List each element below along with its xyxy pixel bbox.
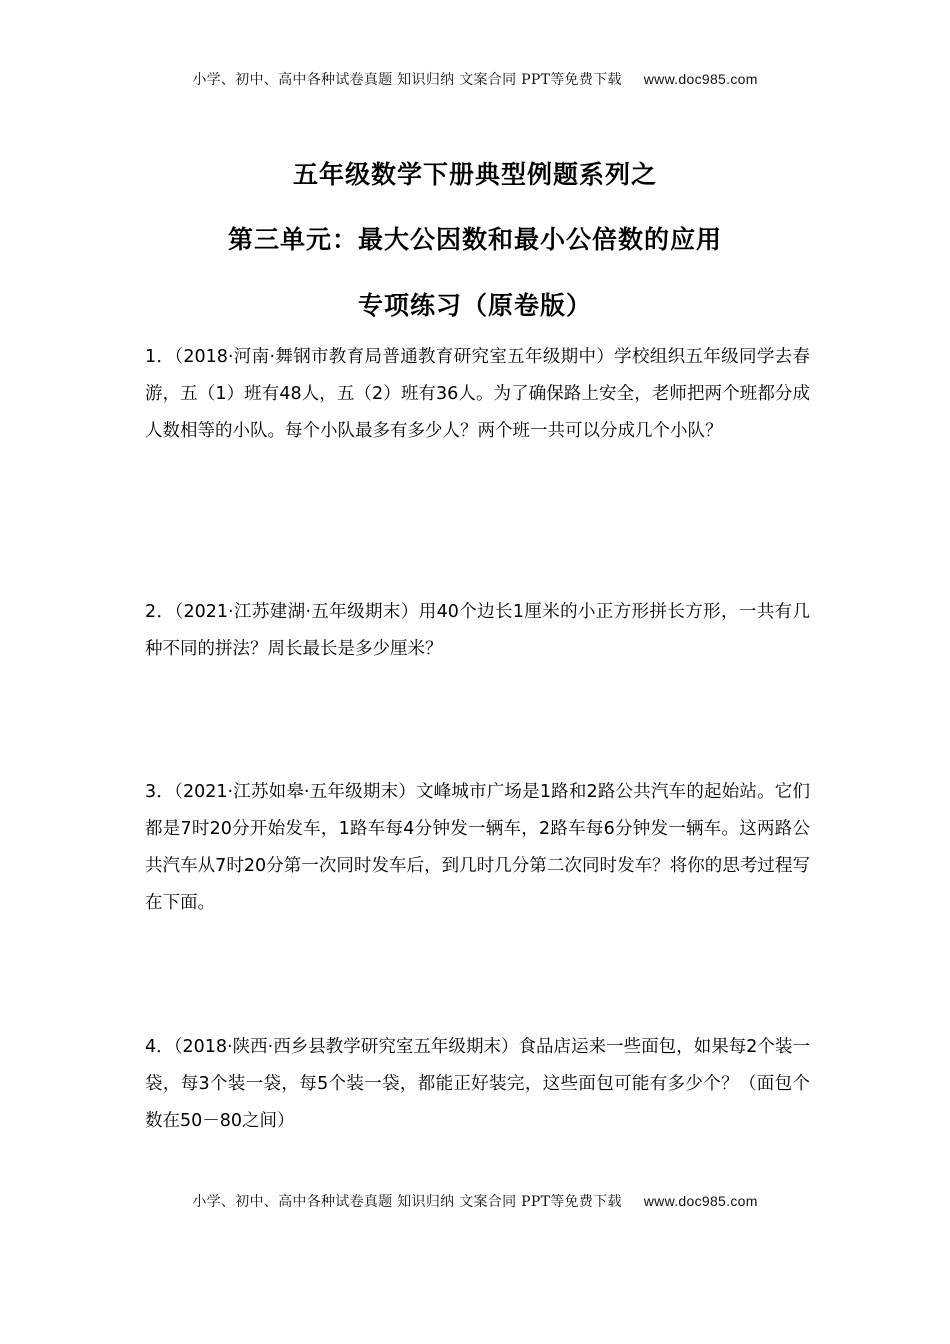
question-1: 1．（2018·河南·舞钢市教育局普通教育研究室五年级期中）学校组织五年级同学去春游，五（1）班有48人，五（2）班有36人。为了确保路上安全，老师把两个班都分成人数相等的小队。每个小队最多有多少人？两个班一共可以分成几个小队？: [145, 347, 810, 441]
question-2: 2．（2021·江苏建湖·五年级期末）用40个边长1厘米的小正方形拼长方形，一共有几种不同的拼法？周长最长是多少厘米？: [145, 602, 810, 659]
header-text: 小学、初中、高中各种试卷真题 知识归纳 文案合同 PPT等免费下载: [192, 72, 622, 88]
document-title-line-3: 专项练习（原卷版）: [357, 291, 592, 320]
document-title-line-1: 五年级数学下册典型例题系列之: [292, 160, 657, 189]
page-footer: [0, 1191, 950, 1211]
question-4: 4．（2018·陕西·西乡县教学研究室五年级期末）食品店运来一些面包，如果每2个装一袋，每3个装一袋，每5个装一袋，都能正好装完，这些面包可能有多少个？（面包个数在50－80之间）: [145, 1037, 810, 1131]
footer-text: 小学、初中、高中各种试卷真题 知识归纳 文案合同 PPT等免费下载: [192, 1194, 622, 1210]
question-3: 3．（2021·江苏如皋·五年级期末）文峰城市广场是1路和2路公共汽车的起始站。它们都是7时20分开始发车，1路车每4分钟发一辆车，2路车每6分钟发一辆车。这两路公共汽车从7时20分第一次同时发车后，到几时几分第二次同时发车？将你的思考过程写在下面。: [145, 782, 810, 913]
document-title-line-2: 第三单元：最大公因数和最小公倍数的应用: [227, 225, 722, 254]
page-header: [0, 69, 950, 89]
header-site-link[interactable]: www.doc985.com: [643, 71, 758, 87]
footer-site-link[interactable]: www.doc985.com: [643, 1193, 758, 1209]
